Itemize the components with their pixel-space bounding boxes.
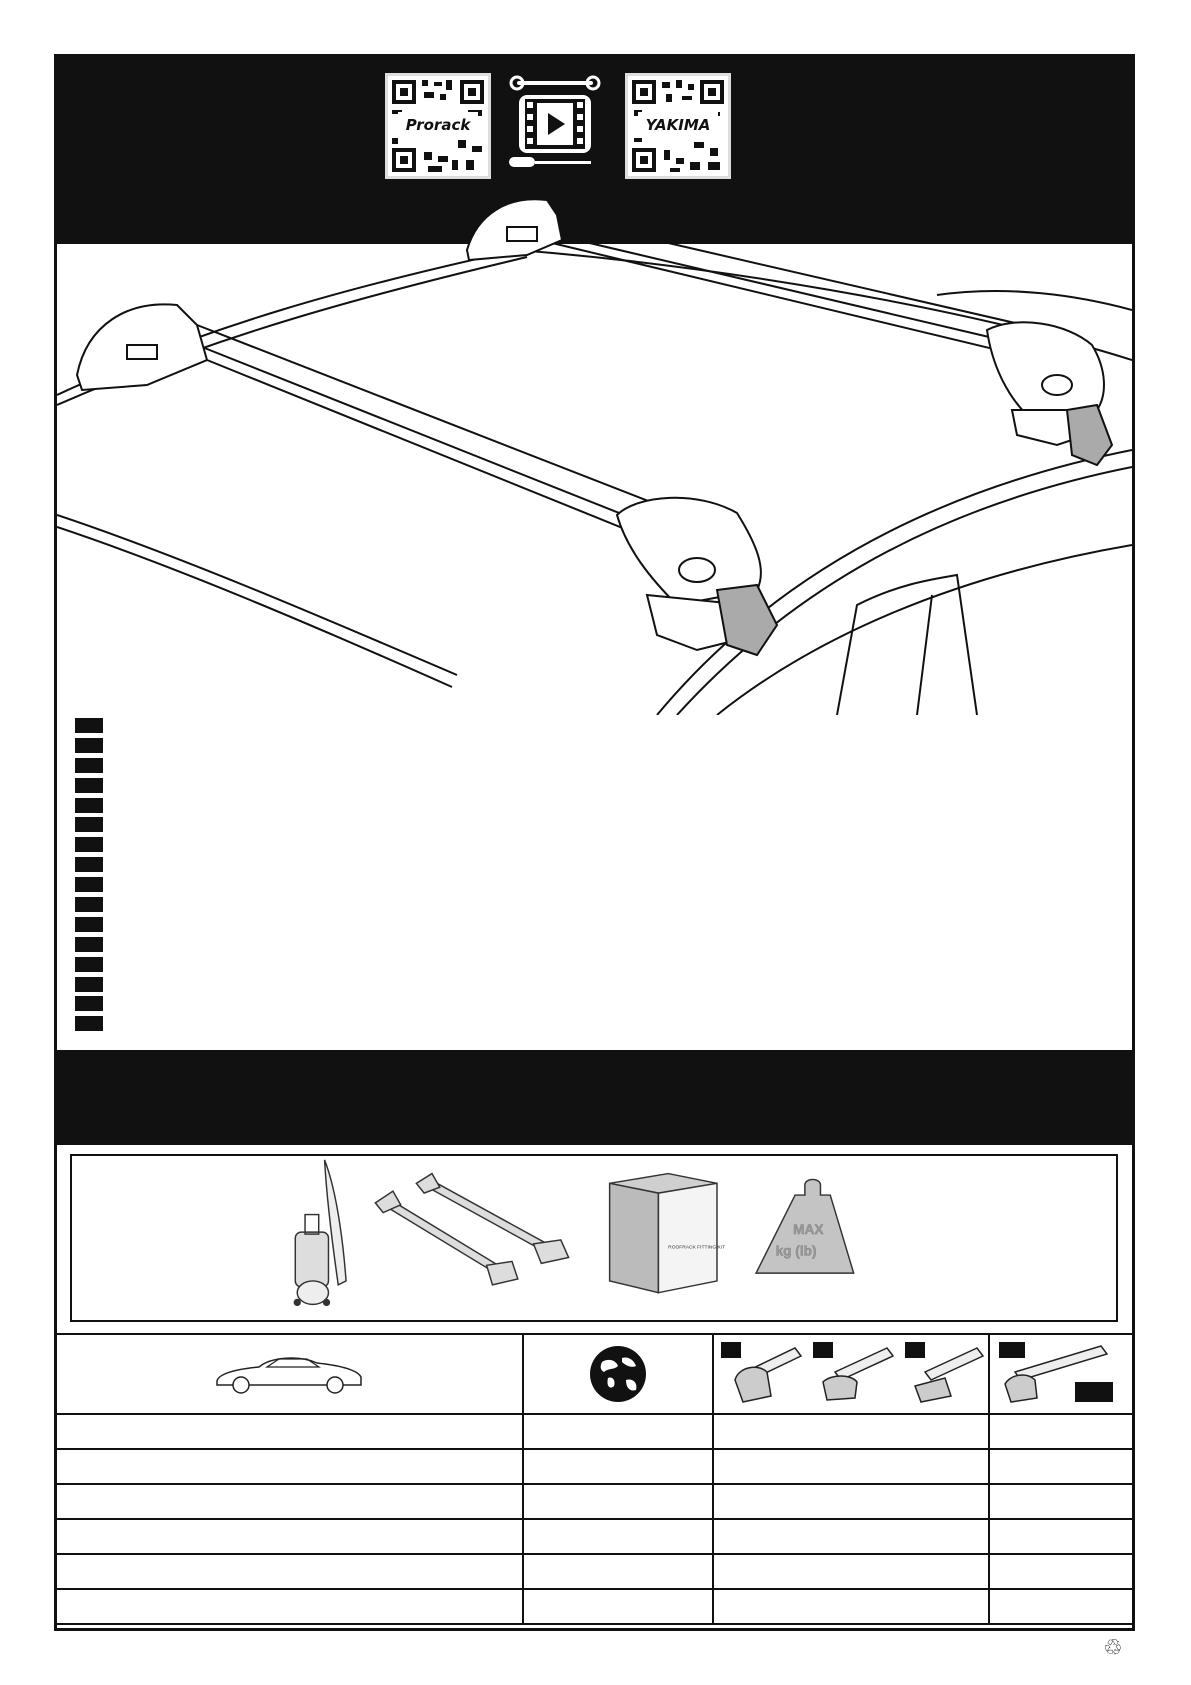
extra-column-header [989,1334,1134,1414]
language-marker [75,1016,103,1031]
table-cell [55,1414,523,1449]
table-cell [523,1589,713,1624]
foot-type-d-icon [991,1336,1131,1412]
table-row [55,1589,1134,1624]
fitting-table [54,1333,1135,1625]
foot-types-column-header [713,1334,989,1414]
yakima-logo: YAKIMA [638,112,718,138]
prorack-logo: Prorack [398,112,478,138]
table-cell [523,1554,713,1589]
screwdriver-icon [509,157,591,167]
vehicle-column-header [55,1334,523,1414]
language-marker [75,758,103,773]
luggage-icon [294,1160,346,1305]
table-cell [713,1414,989,1449]
globe-icon [588,1344,648,1404]
foot-type-b-icon [823,1348,893,1400]
language-marker [75,996,103,1011]
table-row [55,1414,1134,1449]
yakima-qr-code[interactable] [625,73,731,179]
language-marker [75,837,103,852]
table-cell [989,1519,1134,1554]
table-cell [713,1484,989,1519]
language-marker [75,877,103,892]
roof-rack-illustration [57,195,1132,715]
table-row [55,1449,1134,1484]
language-marker [75,977,103,992]
table-cell [989,1554,1134,1589]
table-cell [989,1449,1134,1484]
table-cell [989,1589,1134,1624]
language-marker [75,937,103,952]
table-cell [713,1449,989,1484]
language-marker [75,897,103,912]
wrench-icon [511,77,599,89]
foot-type-c-icon [915,1348,983,1402]
product-icons [72,1156,1116,1320]
title-band [54,1050,1135,1145]
table-header-row [55,1334,1134,1414]
roof-bars-icon [375,1174,568,1285]
language-marker [75,798,103,813]
prorack-qr-code[interactable] [385,73,491,179]
foot-types-icons [715,1336,987,1412]
table-cell [989,1414,1134,1449]
table-cell [523,1519,713,1554]
table-cell [713,1589,989,1624]
table-cell [523,1449,713,1484]
table-cell [55,1484,523,1519]
table-cell [989,1484,1134,1519]
video-play-icon[interactable] [505,75,605,175]
table-cell [55,1554,523,1589]
language-markers [75,718,105,1036]
language-marker [75,738,103,753]
svg-text:MAX: MAX [793,1222,824,1238]
table-cell [55,1589,523,1624]
language-marker [75,957,103,972]
fitting-kit-box-icon [610,1174,725,1293]
table-cell [523,1414,713,1449]
product-overview-panel [70,1154,1118,1322]
foot-type-a-icon [735,1348,801,1402]
table-row [55,1519,1134,1554]
recycle-icon: ♲ [1103,1636,1123,1661]
svg-text:kg (lb): kg (lb) [775,1243,817,1259]
table-cell [55,1449,523,1484]
language-marker [75,778,103,793]
table-row [55,1554,1134,1589]
language-marker [75,857,103,872]
sedan-car-icon [209,1349,369,1399]
language-marker [75,917,103,932]
table-cell [55,1519,523,1554]
table-row [55,1484,1134,1519]
table-cell [713,1554,989,1589]
language-marker [75,817,103,832]
max-weight-icon [756,1179,854,1273]
svg-text:ROOFRACK FITTING KIT: ROOFRACK FITTING KIT [668,1245,726,1251]
table-cell [523,1484,713,1519]
language-marker [75,718,103,733]
table-cell [713,1519,989,1554]
region-column-header [523,1334,713,1414]
